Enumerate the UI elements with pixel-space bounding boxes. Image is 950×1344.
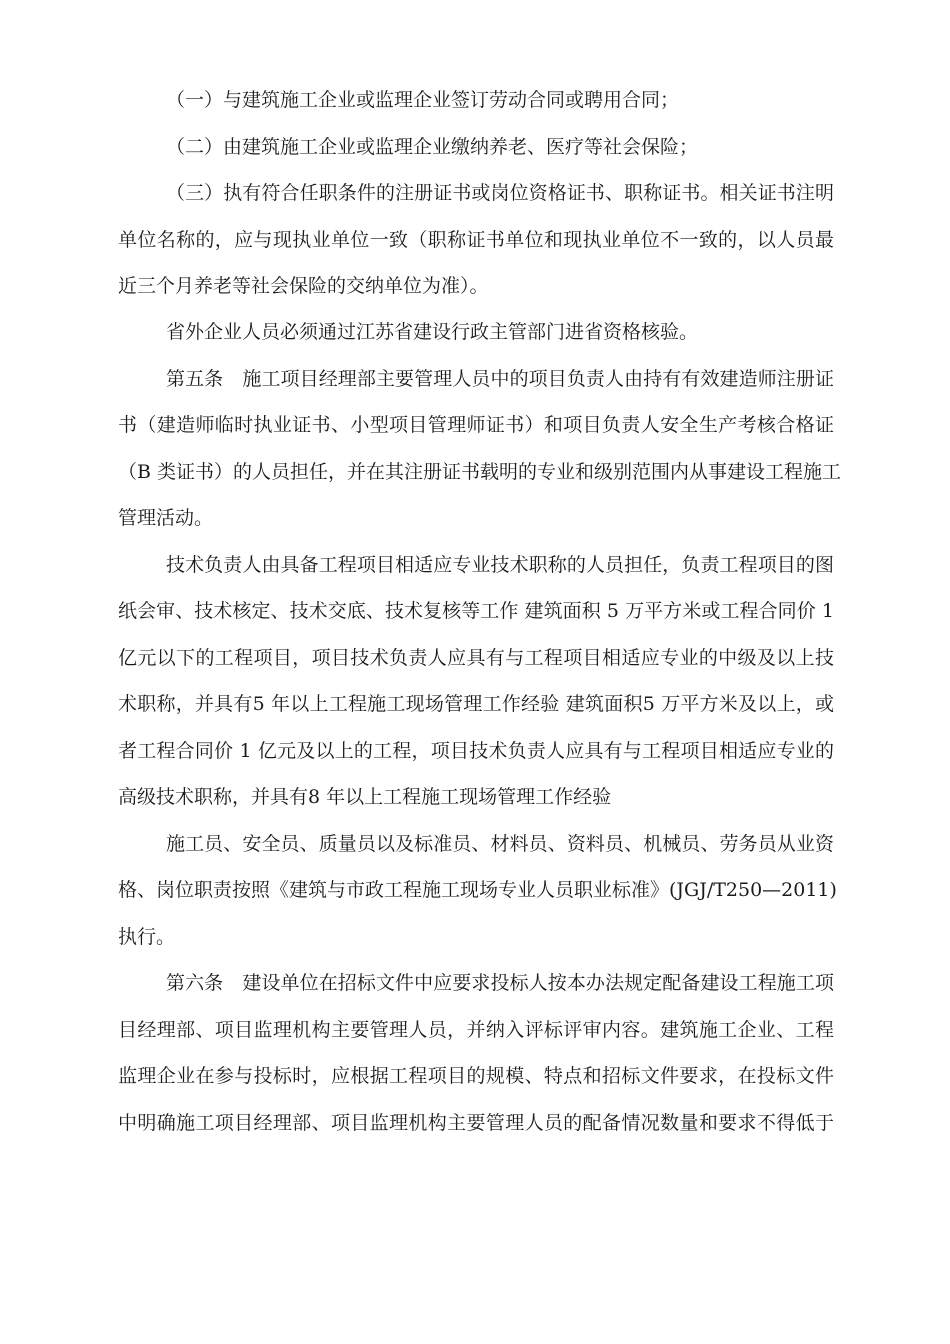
technical-lead-line-1: 技术负责人由具备工程项目相适应专业技术职称的人员担任，负责工程项目的图 [166, 554, 834, 576]
article-5-line-4: 管理活动。 [118, 507, 214, 529]
technical-lead-line-4: 术职称，并具有5 年以上工程施工现场管理工作经验 建筑面积5 万平方米及以上，或 [118, 693, 834, 715]
article-6-line-3: 监理企业在参与投标时，应根据工程项目的规模、特点和招标文件要求，在投标文件 [118, 1065, 834, 1087]
article-5-line-1: 第五条 施工项目经理部主要管理人员中的项目负责人由持有有效建造师注册证 [166, 368, 834, 390]
item-3-line-3: 近三个月养老等社会保险的交纳单位为准）。 [118, 275, 489, 297]
item-3-line-2: 单位名称的，应与现执业单位一致（职称证书单位和现执业单位不一致的，以人员最 [118, 229, 834, 251]
article-6-line-2: 目经理部、项目监理机构主要管理人员，并纳入评标评审内容。建筑施工企业、工程 [118, 1019, 834, 1041]
technical-lead-line-6: 高级技术职称，并具有8 年以上工程施工现场管理工作经验 [118, 786, 612, 808]
article-6-line-1: 第六条 建设单位在招标文件中应要求投标人按本办法规定配备建设工程施工项 [166, 972, 834, 994]
item-3-line-1: （三）执有符合任职条件的注册证书或岗位资格证书、职称证书。相关证书注明 [166, 182, 834, 204]
staff-standards-line-1: 施工员、安全员、质量员以及标准员、材料员、资料员、机械员、劳务员从业资 [166, 833, 834, 855]
staff-standards-line-3: 执行。 [118, 926, 176, 948]
technical-lead-line-5: 者工程合同价 1 亿元及以上的工程，项目技术负责人应具有与工程项目相适应专业的 [118, 740, 834, 762]
article-5-line-3: （B 类证书）的人员担任，并在其注册证书载明的专业和级别范围内从事建设工程施工 [118, 461, 842, 483]
technical-lead-line-2: 纸会审、技术核定、技术交底、技术复核等工作 建筑面积 5 万平方米或工程合同价 1 [118, 600, 834, 622]
staff-standards-line-2: 格、岗位职责按照《建筑与市政工程施工现场专业人员职业标准》(JGJ/T250—2011) [118, 879, 837, 901]
article-5-line-2: 书（建造师临时执业证书、小型项目管理师证书）和项目负责人安全生产考核合格证 [118, 414, 834, 436]
item-1-line-1: （一）与建筑施工企业或监理企业签订劳动合同或聘用合同； [166, 89, 680, 111]
technical-lead-line-3: 亿元以下的工程项目，项目技术负责人应具有与工程项目相适应专业的中级及以上技 [118, 647, 834, 669]
article-6-line-4: 中明确施工项目经理部、项目监理机构主要管理人员的配备情况数量和要求不得低于 [118, 1112, 834, 1134]
item-2-line-1: （二）由建筑施工企业或监理企业缴纳养老、医疗等社会保险； [166, 136, 699, 158]
out-of-province-line-1: 省外企业人员必须通过江苏省建设行政主管部门进省资格核验。 [166, 321, 699, 343]
